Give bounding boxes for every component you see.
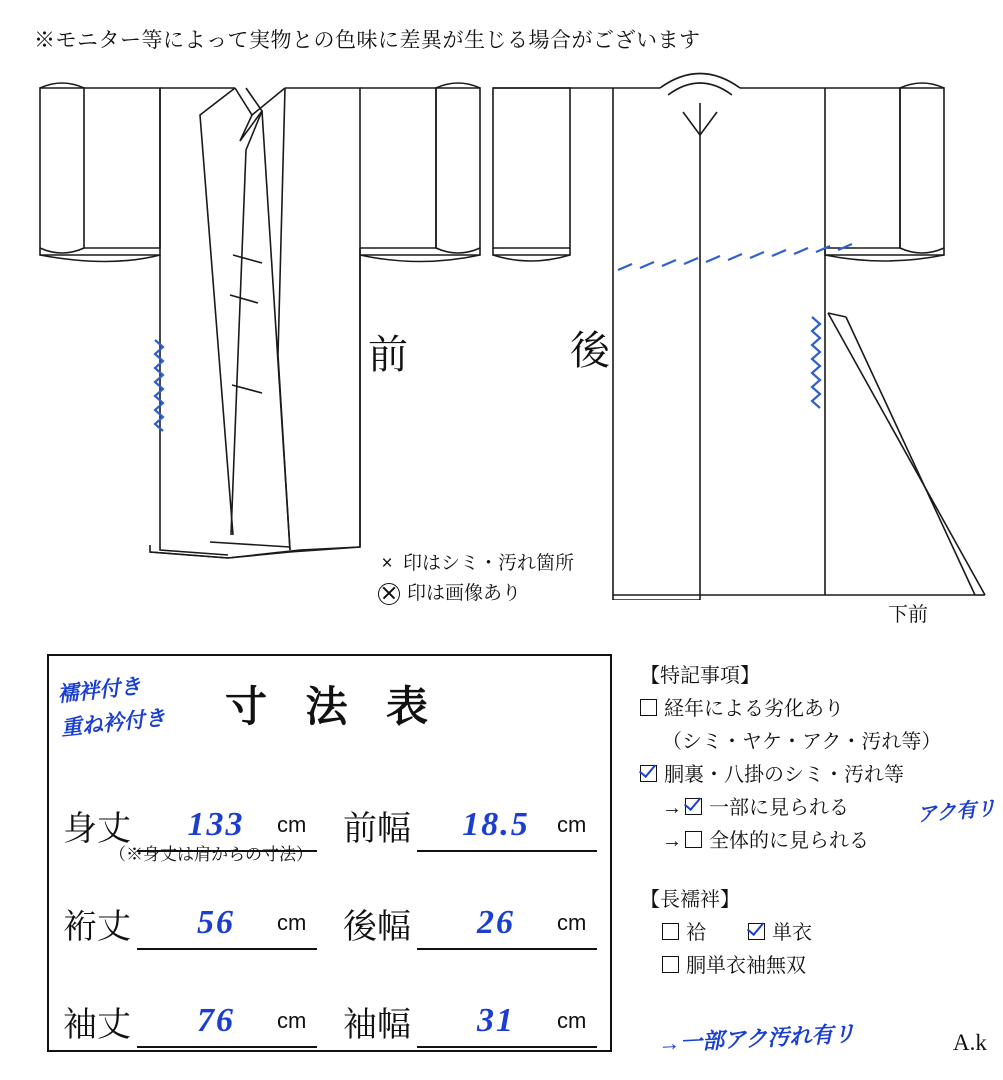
measure-label: 身丈 — [63, 810, 131, 848]
back-view-label: 後 — [570, 328, 610, 373]
arrow-icon: → — [662, 797, 682, 819]
x-mark-icon: × — [381, 553, 393, 574]
nagajuban-option-hitoe — [748, 917, 812, 950]
measure-underline — [417, 850, 597, 852]
nagajuban-option-dohitoe — [640, 950, 1000, 983]
shitamae-label: 下前 — [888, 604, 928, 626]
measure-cell-yukitake — [49, 874, 329, 972]
checkbox-icon[interactable] — [685, 798, 702, 815]
measure-label: 裄丈 — [63, 908, 131, 946]
note-item-label: （シミ・ヤケ・アク・汚れ等） — [662, 731, 942, 753]
circled-x-mark-icon — [378, 583, 400, 605]
nagajuban-option-label: 胴単衣袖無双 — [686, 955, 806, 977]
note-item-lining-stain — [640, 759, 1000, 792]
measure-value: 76 — [197, 1002, 235, 1039]
note-item-label: 胴裏・八掛のシミ・汚れ等 — [664, 764, 904, 786]
diagram-legend — [378, 549, 574, 609]
measure-label: 前幅 — [343, 810, 411, 848]
checkbox-icon[interactable] — [640, 699, 657, 716]
legend-row-photo — [378, 579, 574, 609]
measure-label: 袖幅 — [343, 1006, 411, 1044]
color-difference-notice: ※モニター等によって実物との色味に差異が生じる場合がございます — [34, 29, 701, 52]
note-item-label: 全体的に見られる — [709, 830, 869, 852]
measure-value: 26 — [477, 904, 515, 941]
handwritten-aku-note: アク有リ — [916, 797, 998, 827]
measure-unit: cm — [557, 910, 587, 935]
measure-unit: cm — [277, 910, 307, 935]
measure-unit: cm — [557, 812, 587, 837]
measure-underline — [137, 1046, 317, 1048]
nagajuban-option-awase — [662, 917, 706, 950]
measure-label: 後幅 — [343, 908, 411, 946]
measurement-table-title: 寸 法 表 — [225, 685, 443, 731]
measure-unit: cm — [277, 1008, 307, 1033]
measure-underline — [137, 948, 317, 950]
checkbox-icon[interactable] — [685, 831, 702, 848]
measurement-table — [47, 654, 612, 1052]
arrow-icon: → — [662, 830, 682, 852]
legend-stain-text: 印はシミ・汚れ箇所 — [403, 553, 575, 574]
mitake-subnote: （※身丈は肩からの寸法） — [109, 845, 313, 864]
legend-photo-text: 印は画像あり — [407, 583, 522, 604]
measure-cell-mitake — [49, 776, 329, 874]
legend-row-stain — [378, 549, 574, 579]
checkbox-icon[interactable] — [748, 923, 765, 940]
handwritten-note-1: 襦袢付き — [56, 673, 143, 707]
measure-cell-ushirohaba — [329, 874, 609, 972]
front-view-label: 前 — [368, 332, 408, 377]
kimono-diagram-svg — [0, 55, 1003, 600]
measure-value: 31 — [477, 1002, 515, 1039]
measure-value: 133 — [187, 806, 245, 843]
measure-cell-sodehaba — [329, 972, 609, 1070]
measure-value: 18.5 — [462, 806, 530, 843]
measure-cell-maehaba — [329, 776, 609, 874]
handwritten-table-notes — [56, 667, 168, 746]
table-row — [49, 972, 610, 1070]
measure-unit: cm — [557, 1008, 587, 1033]
note-item-label: 経年による劣化あり — [664, 698, 844, 720]
nagajuban-option-label: 袷 — [686, 922, 706, 944]
note-item-label: 一部に見られる — [709, 797, 849, 819]
checkbox-icon[interactable] — [640, 765, 657, 782]
kimono-diagram — [0, 55, 1003, 626]
checkbox-icon[interactable] — [662, 923, 679, 940]
measure-underline — [417, 1046, 597, 1048]
special-notes-heading: 【特記事項】 — [640, 665, 760, 687]
measure-label: 袖丈 — [63, 1006, 131, 1044]
table-row — [49, 874, 610, 972]
handwritten-note-2: 重ね衿付き — [59, 705, 167, 741]
checkbox-icon[interactable] — [662, 956, 679, 973]
note-item-aging — [640, 693, 1000, 726]
nagajuban-options — [640, 917, 1000, 950]
measure-value: 56 — [197, 904, 235, 941]
nagajuban-heading: 【長襦袢】 — [640, 889, 740, 911]
note-item-aging-detail — [640, 726, 1000, 759]
blue-stitch-marks — [155, 244, 852, 431]
measurement-rows — [49, 776, 610, 1070]
inspector-signature: A.k — [953, 1030, 987, 1055]
nagajuban-option-label: 単衣 — [772, 922, 812, 944]
measure-unit: cm — [277, 812, 307, 837]
measure-cell-sodetake — [49, 972, 329, 1070]
table-row — [49, 776, 610, 874]
handwritten-bottom-note: →一部アク汚れ有リ — [657, 1020, 856, 1057]
measure-underline — [417, 948, 597, 950]
